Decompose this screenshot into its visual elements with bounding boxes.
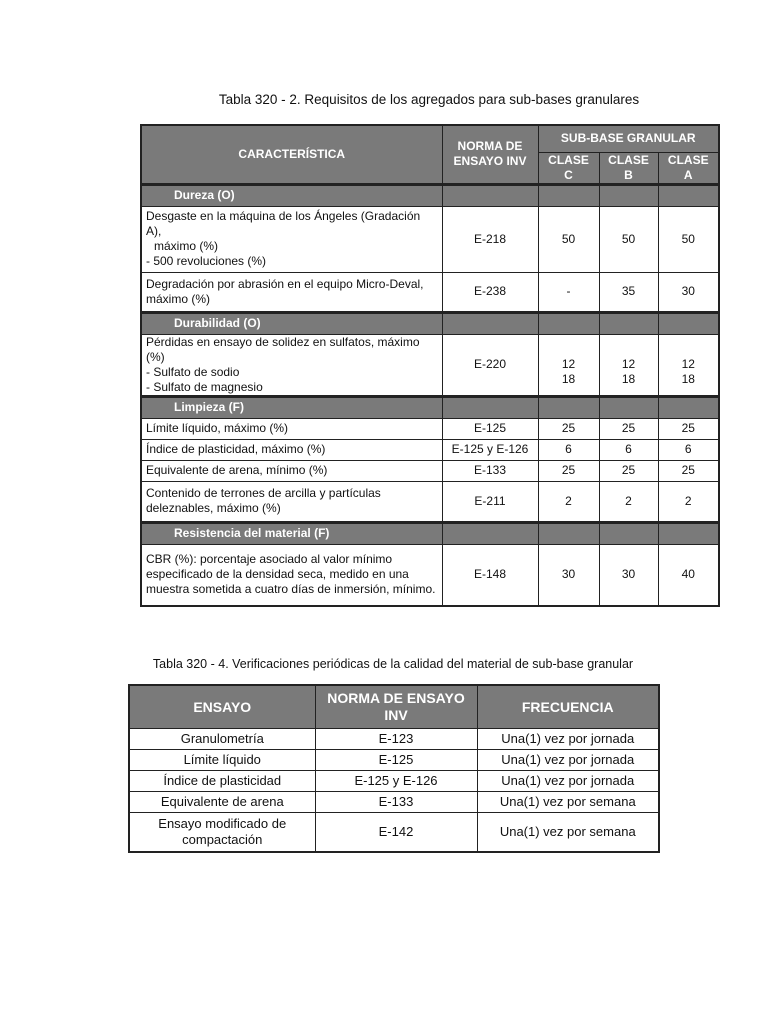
- table-row: [141, 334, 719, 396]
- header-clase-a: CLASE A: [658, 152, 719, 184]
- section-cell: [442, 522, 538, 544]
- clase-a-cell: 50: [658, 206, 719, 272]
- frecuencia-cell: Una(1) vez por jornada: [477, 771, 659, 792]
- section-cell: [658, 184, 719, 206]
- table-row: [129, 792, 659, 813]
- desc-line: CBR (%): porcentaje asociado al valor mínimo: [146, 552, 393, 567]
- clase-b-cell: 50: [599, 206, 658, 272]
- norma-cell: E-218: [442, 206, 538, 272]
- header-norma-line1: NORMA DE: [457, 139, 523, 154]
- clase-c-cell: 50: [538, 206, 599, 272]
- frecuencia-cell: Una(1) vez por jornada: [477, 729, 659, 750]
- section-cell: [442, 184, 538, 206]
- section-row-dureza: [141, 184, 719, 206]
- section-row-resistencia: [141, 522, 719, 544]
- ensayo-cell: Índice de plasticidad: [129, 771, 315, 792]
- clase-a-cell: [658, 334, 719, 396]
- section-cell: [442, 312, 538, 334]
- clase-a-cell: 2: [658, 481, 719, 522]
- aggregate-requirements-table: [140, 124, 720, 607]
- ensayo-line: compactación: [182, 832, 263, 847]
- row-desc: [141, 334, 442, 396]
- norma-cell: E-123: [315, 729, 477, 750]
- quality-verification-table: [128, 684, 660, 853]
- section-label: Resistencia del material (F): [141, 522, 442, 544]
- magnesio-value: 18: [621, 372, 636, 386]
- magnesio-value: 18: [561, 372, 576, 386]
- norma-cell: E-220: [442, 334, 538, 396]
- section-cell: [599, 312, 658, 334]
- norma-cell: E-142: [315, 813, 477, 853]
- frecuencia-cell: Una(1) vez por semana: [477, 813, 659, 853]
- norma-cell: E-133: [315, 792, 477, 813]
- row-desc: [141, 481, 442, 522]
- clase-a-cell: 25: [658, 460, 719, 481]
- clase-b-cell: 6: [599, 439, 658, 460]
- ensayo-cell: [129, 813, 315, 853]
- norma-cell: E-211: [442, 481, 538, 522]
- sodio-value: 12: [561, 357, 576, 371]
- frecuencia-cell: Una(1) vez por semana: [477, 792, 659, 813]
- section-cell: [658, 312, 719, 334]
- header-norma-line2: INV: [384, 707, 408, 723]
- norma-cell: E-148: [442, 544, 538, 606]
- header-subbase: SUB-BASE GRANULAR: [538, 125, 719, 152]
- clase-c-cell: 30: [538, 544, 599, 606]
- header-norma-ensayo: [315, 685, 477, 729]
- section-cell: [599, 522, 658, 544]
- table-row: [141, 272, 719, 312]
- norma-cell: E-125 y E-126: [315, 771, 477, 792]
- norma-cell: E-238: [442, 272, 538, 312]
- clase-b-cell: 30: [599, 544, 658, 606]
- header-clase-b: CLASE B: [599, 152, 658, 184]
- section-label: Dureza (O): [141, 184, 442, 206]
- section-cell: [599, 184, 658, 206]
- section-cell: [658, 522, 719, 544]
- section-cell: [442, 396, 538, 418]
- section-cell: [658, 396, 719, 418]
- clase-b-cell: [599, 334, 658, 396]
- row-desc: [141, 272, 442, 312]
- section-cell: [538, 312, 599, 334]
- table-row: [129, 771, 659, 792]
- table-row: [141, 481, 719, 522]
- section-label: Limpieza (F): [141, 396, 442, 418]
- desc-line: - Sulfato de magnesio: [146, 379, 263, 394]
- clase-b-cell: 35: [599, 272, 658, 312]
- header-norma-line2: ENSAYO INV: [453, 154, 527, 169]
- row-desc: Índice de plasticidad, máximo (%): [141, 439, 442, 460]
- desc-line: Contenido de terrones de arcilla y partículas: [146, 486, 381, 500]
- clase-b-cell: 25: [599, 460, 658, 481]
- section-row-limpieza: [141, 396, 719, 418]
- header-norma-line1: NORMA DE ENSAYO: [327, 690, 465, 706]
- desc-line: especificado de la densidad seca, medido en una: [146, 567, 409, 582]
- norma-cell: E-125: [315, 750, 477, 771]
- header-ensayo: ENSAYO: [129, 685, 315, 729]
- frecuencia-cell: Una(1) vez por jornada: [477, 750, 659, 771]
- table-row: [129, 750, 659, 771]
- row-desc: [141, 544, 442, 606]
- row-desc: Equivalente de arena, mínimo (%): [141, 460, 442, 481]
- clase-c-cell: 2: [538, 481, 599, 522]
- row-desc: [141, 206, 442, 272]
- clase-c-cell: -: [538, 272, 599, 312]
- header-frecuencia: FRECUENCIA: [477, 685, 659, 729]
- norma-cell: E-125 y E-126: [442, 439, 538, 460]
- norma-cell: E-125: [442, 418, 538, 439]
- table2-caption: Tabla 320 - 4. Verificaciones periódicas de la calidad del material de sub-base granular: [152, 657, 634, 671]
- clase-c-cell: 25: [538, 418, 599, 439]
- section-cell: [538, 184, 599, 206]
- ensayo-cell: Equivalente de arena: [129, 792, 315, 813]
- sodio-value: 12: [621, 357, 636, 371]
- clase-c-cell: [538, 334, 599, 396]
- clase-c-cell: 6: [538, 439, 599, 460]
- clase-a-cell: 25: [658, 418, 719, 439]
- sodio-value: 12: [681, 357, 695, 371]
- desc-line: máximo (%): [146, 291, 211, 306]
- table-row: [129, 729, 659, 750]
- clase-a-cell: 6: [658, 439, 719, 460]
- clase-b-cell: 2: [599, 481, 658, 522]
- section-cell: [599, 396, 658, 418]
- magnesio-value: 18: [681, 372, 695, 386]
- desc-line: Desgaste en la máquina de los Ángeles (Gradación A),: [146, 209, 421, 238]
- clase-a-cell: 40: [658, 544, 719, 606]
- ensayo-cell: Granulometría: [129, 729, 315, 750]
- header-norma: [442, 125, 538, 184]
- clase-a-cell: 30: [658, 272, 719, 312]
- section-cell: [538, 396, 599, 418]
- table1-caption: Tabla 320 - 2. Requisitos de los agregados para sub-bases granulares: [218, 92, 640, 107]
- desc-line: - Sulfato de sodio: [146, 364, 240, 379]
- table-row: [141, 439, 719, 460]
- ensayo-line: Ensayo modificado de: [158, 816, 287, 831]
- desc-line: deleznables, máximo (%): [146, 501, 281, 515]
- desc-line: - 500 revoluciones (%): [146, 254, 267, 268]
- header-clase-c: CLASE C: [538, 152, 599, 184]
- clase-b-cell: 25: [599, 418, 658, 439]
- section-row-durabilidad: [141, 312, 719, 334]
- table-row: [141, 460, 719, 481]
- header-caracteristica: CARACTERÍSTICA: [141, 125, 442, 184]
- row-desc: Límite líquido, máximo (%): [141, 418, 442, 439]
- table-row: [141, 544, 719, 606]
- ensayo-cell: Límite líquido: [129, 750, 315, 771]
- table-row: [129, 813, 659, 853]
- desc-line: Pérdidas en ensayo de solidez en sulfatos, máximo (%): [146, 334, 420, 364]
- table-row: [141, 206, 719, 272]
- section-cell: [538, 522, 599, 544]
- table-row: [141, 418, 719, 439]
- norma-cell: E-133: [442, 460, 538, 481]
- desc-line: Degradación por abrasión en el equipo Micro-Deval,: [146, 276, 424, 291]
- desc-line: muestra sometida a cuatro días de inmersión, mínimo.: [146, 582, 436, 597]
- desc-line: máximo (%): [154, 239, 219, 253]
- clase-c-cell: 25: [538, 460, 599, 481]
- section-label: Durabilidad (O): [141, 312, 442, 334]
